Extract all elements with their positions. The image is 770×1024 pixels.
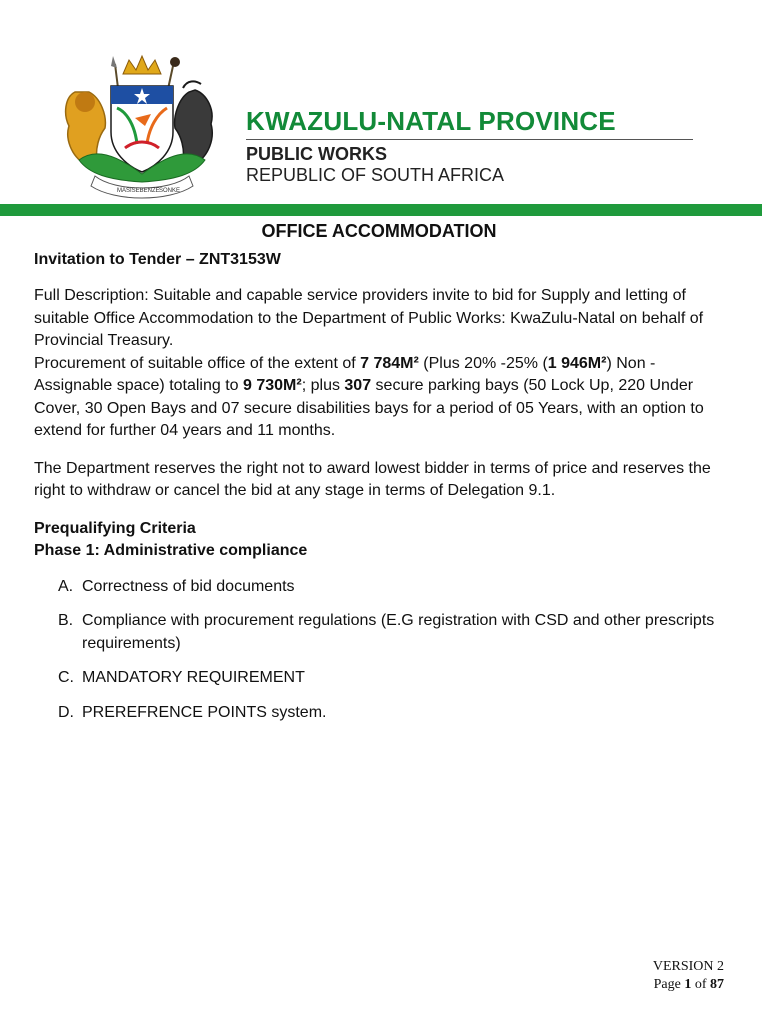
paragraph-spacer bbox=[34, 443, 724, 458]
list-item bbox=[58, 576, 724, 599]
document-title: OFFICE ACCOMMODATION bbox=[261, 221, 497, 241]
page-indicator bbox=[653, 976, 724, 994]
tender-reference: Invitation to Tender – ZNT3153W bbox=[34, 250, 281, 268]
list-item-text: MANDATORY REQUIREMENT bbox=[82, 669, 305, 686]
letterhead bbox=[0, 0, 770, 220]
extra-area-value: 1 946M² bbox=[547, 354, 607, 372]
country-name: REPUBLIC OF SOUTH AFRICA bbox=[246, 165, 505, 185]
document-body bbox=[34, 218, 724, 736]
procurement-paragraph bbox=[34, 353, 724, 443]
list-item-letter: C. bbox=[58, 669, 74, 686]
total-area-value: 9 730M² bbox=[243, 377, 302, 394]
coat-of-arms-logo bbox=[55, 52, 230, 200]
list-item-letter: D. bbox=[58, 703, 74, 721]
page-prefix: Page bbox=[653, 977, 685, 992]
list-item-text: Compliance with procurement regulations (E.G registration with CSD and other prescripts requirements) bbox=[82, 612, 715, 652]
title-divider bbox=[246, 139, 693, 140]
paragraph-spacer bbox=[34, 503, 724, 518]
svg-text:SONKE: SONKE bbox=[159, 188, 181, 194]
list-item bbox=[58, 702, 724, 725]
phase-heading: Phase 1: Administrative compliance bbox=[34, 542, 308, 559]
header-green-bar bbox=[0, 204, 762, 216]
office-area-value: 7 784M² bbox=[360, 354, 419, 372]
department-name: PUBLIC WORKS bbox=[246, 144, 387, 164]
procurement-text-2: (Plus 20% -25% ( bbox=[418, 354, 548, 372]
procurement-text-4: ; plus bbox=[301, 377, 345, 394]
procurement-text-1: Procurement of suitable office of the extent of bbox=[34, 354, 361, 372]
svg-text:MASISEBENZE: MASISEBENZE bbox=[117, 188, 160, 194]
criteria-heading: Prequalifying Criteria bbox=[34, 519, 196, 537]
reservation-paragraph: The Department reserves the right not to award lowest bidder in terms of price and reserves the right to withdraw or cancel the bid at any stage in terms of Delegation 9.1. bbox=[34, 459, 711, 499]
parking-bays-value: 307 bbox=[344, 377, 372, 394]
procurement-text-5: secure parking bays (50 Lock Up, 220 Under Cover, 30 Open Bays and 07 secure disabilities bays for a period of 05 Years, with an option to extend for further 04 years and 11 months. bbox=[34, 377, 704, 439]
list-item-text: PREREFRENCE POINTS system. bbox=[82, 703, 327, 721]
full-description-paragraph: Full Description: Suitable and capable service providers invite to bid for Supply and letting of suitable Office Accommodation to the Department of Public Works: KwaZulu-Natal on behalf of Provincial Treasury. bbox=[34, 287, 704, 349]
list-item bbox=[58, 610, 724, 655]
page-of: of bbox=[691, 977, 710, 992]
list-item-text: Correctness of bid documents bbox=[82, 577, 295, 595]
list-item-letter: A. bbox=[58, 577, 74, 595]
procurement-text-3: ) Non - Assignable space) totaling to bbox=[34, 354, 656, 394]
page-total: 87 bbox=[710, 977, 724, 992]
version-label: VERSION 2 bbox=[652, 959, 724, 974]
page-number: 1 bbox=[684, 977, 692, 992]
list-item-letter: B. bbox=[58, 612, 74, 629]
criteria-list bbox=[58, 576, 724, 725]
province-title: KWAZULU-NATAL PROVINCE bbox=[246, 106, 616, 136]
list-item bbox=[58, 667, 724, 690]
page-footer bbox=[653, 958, 724, 994]
